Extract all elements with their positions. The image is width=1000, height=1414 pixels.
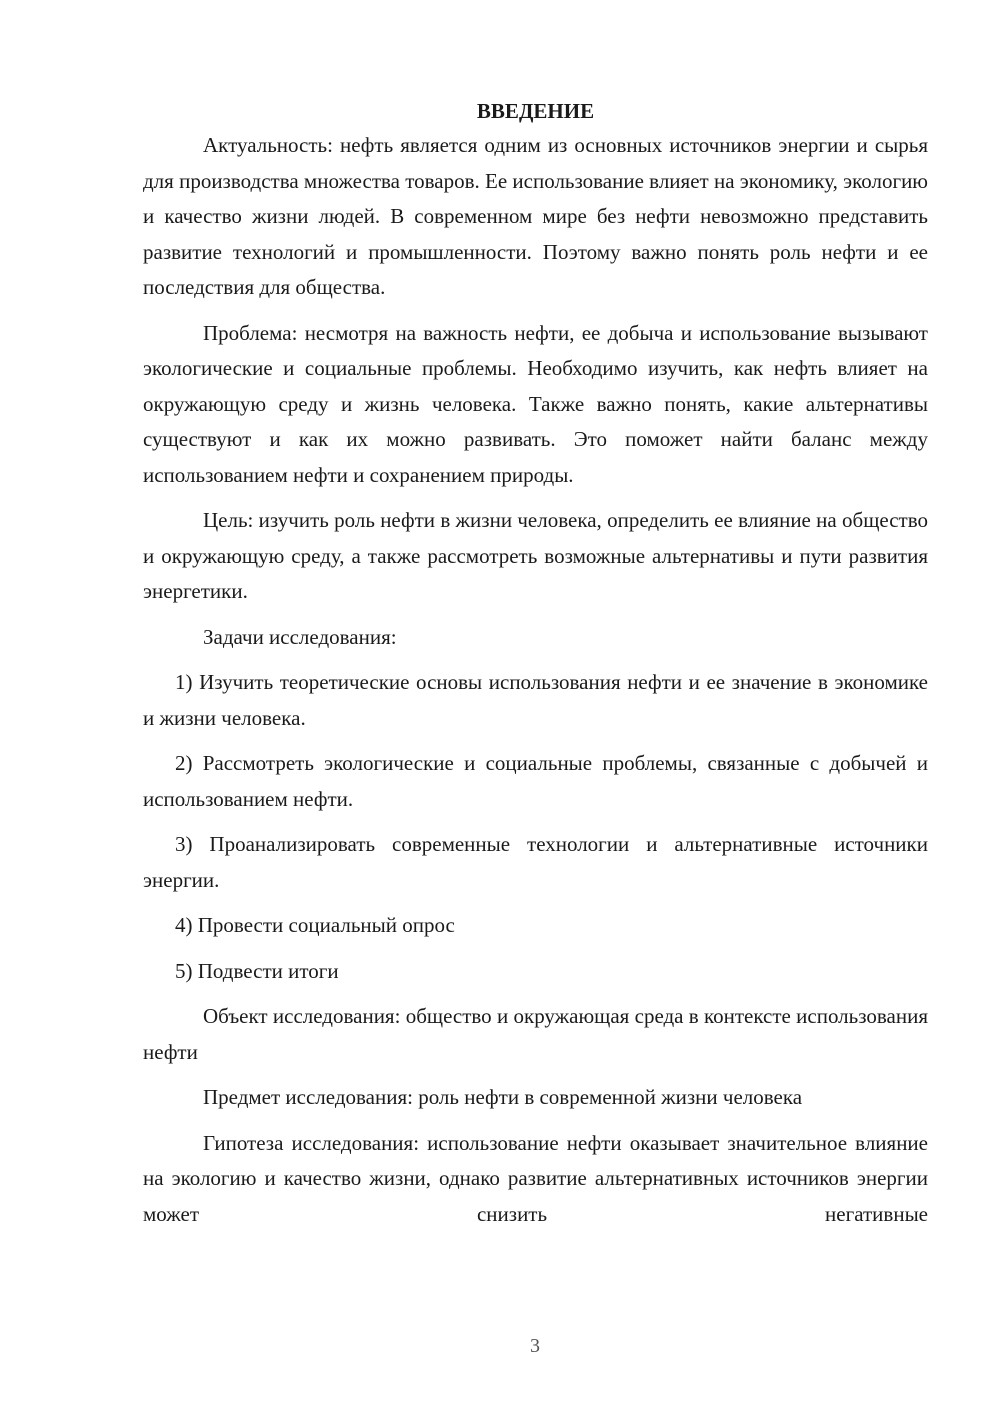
- task-item: 1) Изучить теоретические основы использования нефти и ее значение в экономике и жизни человека.: [143, 670, 928, 730]
- object-paragraph: Объект исследования: общество и окружающая среда в контексте использования нефти: [143, 1004, 928, 1064]
- page-number: 3: [530, 1335, 540, 1357]
- subject-paragraph: Предмет исследования: роль нефти в современной жизни человека: [203, 1085, 803, 1109]
- task-item: 5) Подвести итоги: [175, 958, 339, 983]
- task-item: 4) Провести социальный опрос: [175, 913, 455, 937]
- hypothesis-paragraph: Гипотеза исследования: использование нефти оказывает значительное влияние на экологию и качество жизни, однако развитие альтернативных источников энергии может снизить негативные: [143, 1130, 928, 1226]
- task-item: 3) Проанализировать современные технологии и альтернативные источники энергии.: [143, 832, 928, 892]
- tasks-list: [143, 665, 928, 989]
- tasks-heading: Задачи исследования:: [203, 624, 397, 649]
- goal-paragraph: Цель: изучить роль нефти в жизни человека, определить ее влияние на общество и окружающую среду, а также рассмотреть возможные альтернативы и пути развития энергетики.: [143, 508, 928, 603]
- document-page: [143, 95, 928, 1232]
- problem-paragraph: Проблема: несмотря на важность нефти, ее добыча и использование вызывают экологические и социальные проблемы. Необходимо изучить, как нефть влияет на окружающую среду и жизнь человека. Также важно понять, какие альтернативы существуют и как их можно развивать. Это поможет найти баланс между использованием нефти и сохранением природы.: [143, 320, 928, 487]
- task-item: 2) Рассмотреть экологические и социальные проблемы, связанные с добычей и использованием нефти.: [143, 751, 928, 811]
- page-title: ВВЕДЕНИЕ: [476, 99, 595, 123]
- relevance-paragraph: Актуальность: нефть является одним из основных источников энергии и сырья для производства множества товаров. Ее использование влияет на экономику, экологию и качество жизни людей. В современном мире без нефти невозможно представить развитие технологий и промышленности. Поэтому важно понять роль нефти и ее последствия для общества.: [143, 133, 928, 299]
